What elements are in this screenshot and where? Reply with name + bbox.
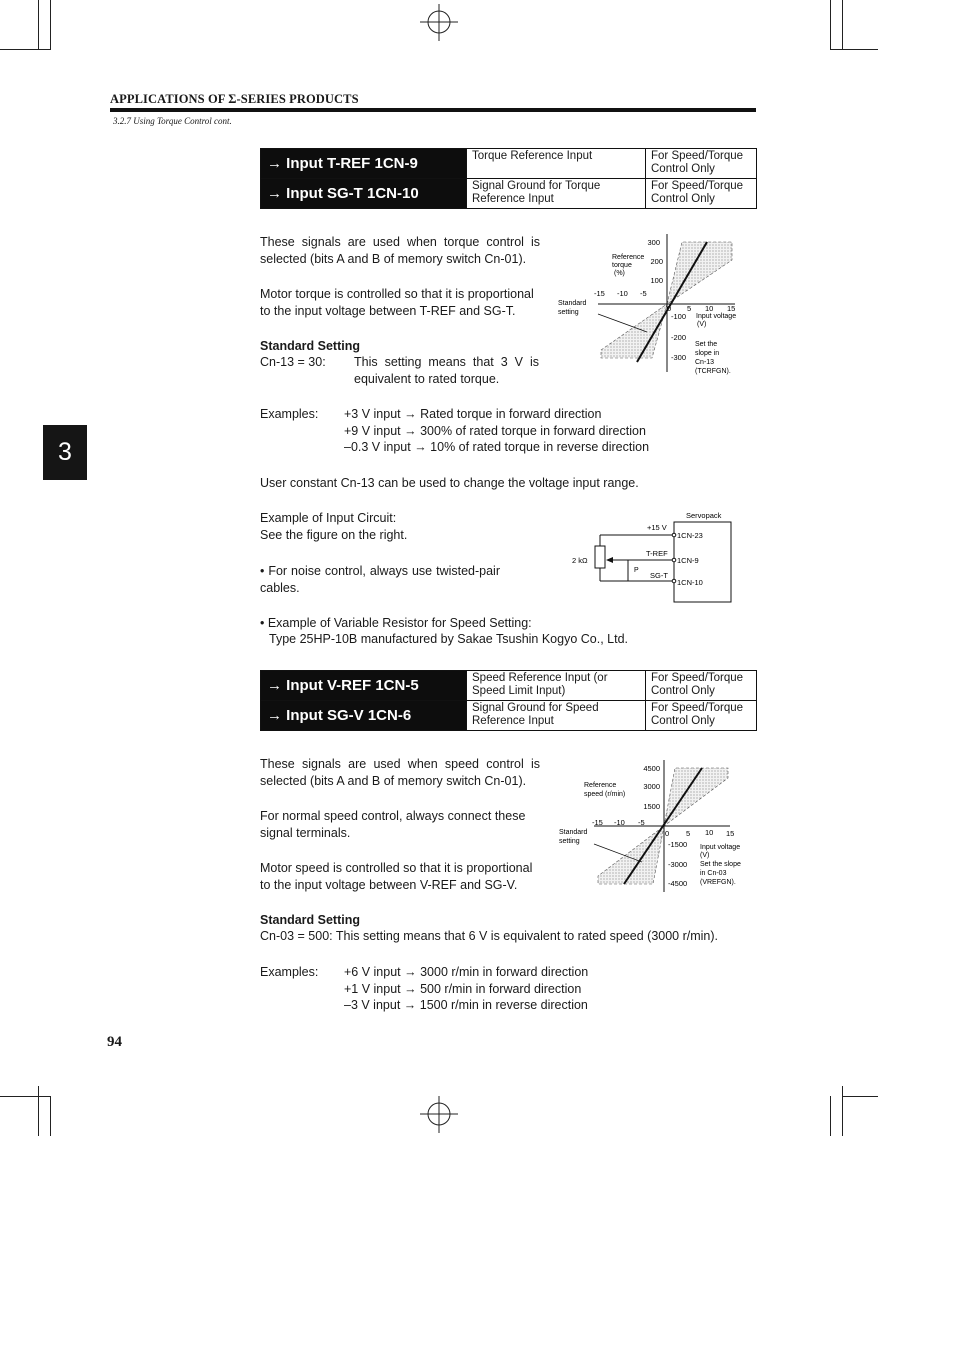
bullet-item: • Example of Variable Resistor for Speed Setting:: [260, 616, 532, 630]
annotation: Standard: [558, 300, 587, 307]
pin-label: 1CN-10: [677, 578, 703, 587]
tick-label: 10: [705, 304, 714, 313]
tick-label: -5: [638, 818, 645, 827]
circuit-title: Servopack: [686, 511, 722, 520]
table-row: [261, 149, 757, 179]
signal-mode: For Speed/Torque Control Only: [646, 701, 757, 731]
tick-label: 15: [727, 304, 736, 313]
crop-mark: [830, 0, 831, 50]
table-row: [261, 671, 757, 701]
paragraph: Example of Input Circuit:: [260, 511, 397, 525]
axis-label: (V): [700, 852, 710, 859]
axis-label: torque: [612, 262, 632, 269]
axis-label: (V): [697, 321, 707, 328]
signal-mode: For Speed/Torque Control Only: [646, 179, 757, 209]
crop-mark: [50, 0, 51, 50]
standard-setting-line: Cn-03 = 500: This setting means that 6 V is equivalent to rated speed (3000 r/min).: [260, 929, 719, 943]
examples-label: Examples:: [260, 965, 319, 979]
tick-label: -10: [614, 818, 625, 827]
speed-reference-graph: [552, 758, 756, 898]
circuit-label: T-REF: [646, 549, 668, 558]
paragraph: User constant Cn-13 can be used to change the voltage input range.: [260, 476, 639, 490]
running-header: APPLICATIONS OF Σ-SERIES PRODUCTS: [110, 92, 359, 106]
annotation: Standard: [559, 829, 588, 836]
annotation: setting: [559, 838, 580, 845]
standard-setting-value: This setting means that 3 V is equivalent to rated torque.: [354, 355, 539, 386]
example-line: +9 V input → 300% of rated torque in forward direction: [344, 424, 646, 438]
crop-mark: [0, 49, 50, 50]
tick-label: -15: [594, 289, 605, 298]
tick-label: -1500: [668, 840, 688, 849]
circuit-label: SG-T: [650, 571, 668, 580]
shaded-region: [601, 304, 667, 358]
header-rule: [110, 108, 756, 112]
speed-signal-table: [260, 670, 757, 731]
circuit-label: +15 V: [647, 523, 667, 532]
tick-label: -200: [671, 333, 687, 342]
axis-label: Reference: [612, 254, 645, 261]
page-number: 94: [107, 1034, 122, 1050]
examples-label: Examples:: [260, 407, 319, 421]
axis-label: (%): [614, 270, 625, 277]
tick-label: 5: [686, 829, 691, 838]
axis-label: speed (r/min): [584, 791, 626, 798]
signal-name: → Input V-REF 1CN-5: [261, 671, 467, 701]
tick-label: -5: [640, 289, 647, 298]
annotation: Cn-13: [695, 359, 715, 366]
signal-description: Signal Ground for Speed Reference Input: [467, 701, 646, 731]
tick-label: 3000: [643, 782, 660, 791]
tick-label: 0: [667, 304, 672, 313]
tick-label: -15: [592, 818, 603, 827]
signal-description: Torque Reference Input: [467, 149, 646, 179]
registration-mark-bottom: [418, 1096, 460, 1134]
tick-label: -4500: [668, 879, 688, 888]
standard-setting-heading: Standard Setting: [260, 913, 361, 927]
torque-reference-graph: [550, 232, 756, 382]
tick-label: 1500: [643, 802, 660, 811]
tick-label: 10: [705, 828, 714, 837]
example-line: +1 V input → 500 r/min in forward direction: [344, 982, 582, 996]
crop-mark: [830, 1096, 831, 1136]
section-reference: 3.2.7 Using Torque Control cont.: [113, 116, 232, 126]
crop-mark: [842, 1086, 843, 1136]
crop-mark: [38, 0, 39, 50]
tick-label: 200: [650, 257, 663, 266]
crop-mark: [38, 1086, 39, 1136]
example-line: +6 V input → 3000 r/min in forward direction: [344, 965, 589, 979]
torque-signal-table: [260, 148, 757, 209]
bullet-item: Type 25HP-10B manufactured by Sakae Tsushin Kogyo Co., Ltd.: [269, 632, 629, 646]
tick-label: 0: [665, 829, 670, 838]
tick-label: -10: [617, 289, 628, 298]
registration-mark-top: [418, 4, 460, 42]
annotation: setting: [558, 309, 579, 316]
circuit-label: 2 kΩ: [572, 556, 588, 565]
pin-label: 1CN-23: [677, 531, 703, 540]
tick-label: 5: [687, 304, 692, 313]
example-line: –3 V input → 1500 r/min in reverse direction: [344, 998, 588, 1012]
annotation: slope in: [695, 350, 720, 357]
crop-mark: [842, 1096, 878, 1097]
input-circuit-diagram: [566, 508, 746, 606]
chapter-tab: 3: [43, 425, 87, 480]
pin-label: 1CN-9: [677, 556, 699, 565]
paragraph: For normal speed control, always connect these signal terminals.: [260, 809, 526, 840]
standard-setting-key: Cn-13 = 30:: [260, 355, 326, 369]
annotation: Set the: [695, 341, 718, 348]
annotation: (TCRFGN).: [695, 368, 731, 375]
signal-mode: For Speed/Torque Control Only: [646, 149, 757, 179]
paragraph: See the figure on the right.: [260, 528, 408, 542]
signal-name: → Input SG-V 1CN-6: [261, 701, 467, 731]
example-line: +3 V input → Rated torque in forward direction: [344, 407, 602, 421]
circuit-label: P: [634, 567, 639, 574]
crop-mark: [842, 0, 843, 50]
tick-label: 300: [647, 238, 660, 247]
axis-label: Input voltage: [696, 313, 737, 320]
table-row: [261, 701, 757, 731]
axis-label: Reference: [584, 782, 617, 789]
bullet-item: • For noise control, always use twisted-pair cables.: [260, 564, 500, 595]
paragraph: Motor torque is controlled so that it is proportional to the input voltage between T-REF and SG-T.: [260, 287, 534, 318]
tick-label: -100: [671, 312, 687, 321]
tick-label: 15: [726, 829, 735, 838]
paragraph: Motor speed is controlled so that it is proportional to the input voltage between V-REF and SG-V.: [260, 861, 533, 892]
standard-setting-heading: Standard Setting: [260, 339, 361, 353]
signal-description: Speed Reference Input (or Speed Limit Input): [467, 671, 646, 701]
tick-label: -3000: [668, 860, 688, 869]
annotation: in Cn-03: [700, 870, 727, 877]
signal-name: → Input T-REF 1CN-9: [261, 149, 467, 179]
tick-label: 4500: [643, 764, 660, 773]
signal-description: Signal Ground for Torque Reference Input: [467, 179, 646, 209]
axis-label: Input voltage: [700, 844, 741, 851]
example-line: –0.3 V input → 10% of rated torque in reverse direction: [344, 440, 650, 454]
paragraph: These signals are used when torque control is selected (bits A and B of memory switch Cn-01).: [260, 235, 540, 266]
signal-mode: For Speed/Torque Control Only: [646, 671, 757, 701]
annotation: (VREFGN).: [700, 879, 736, 886]
annotation: Set the slope: [700, 861, 741, 868]
crop-mark: [50, 1096, 51, 1136]
tick-label: -300: [671, 353, 687, 362]
signal-name: → Input SG-T 1CN-10: [261, 179, 467, 209]
tick-label: 100: [650, 276, 663, 285]
crop-mark: [0, 1096, 50, 1097]
table-row: [261, 179, 757, 209]
crop-mark: [830, 49, 878, 50]
paragraph: These signals are used when speed control is selected (bits A and B of memory switch Cn-01).: [260, 757, 540, 788]
